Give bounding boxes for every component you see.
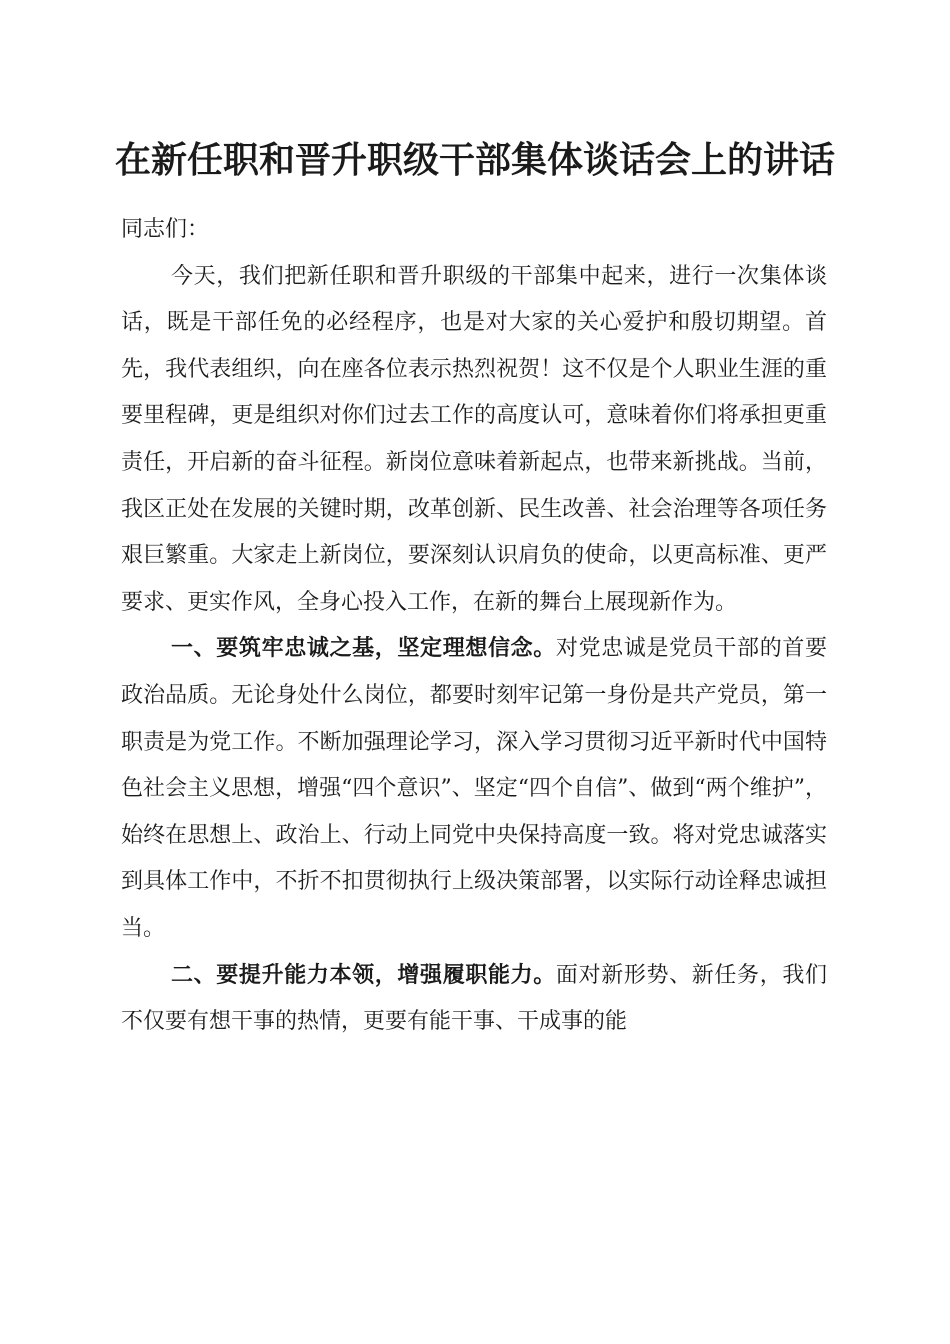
document-body <box>121 207 827 1046</box>
paragraph-section-1 <box>121 626 827 952</box>
section-heading: 二、要提升能力本领，增强履职能力。 <box>171 962 556 988</box>
paragraph-text: 今天，我们把新任职和晋升职级的干部集中起来，进行一次集体谈话，既是干部任免的必经程序，也是对大家的关心爱护和殷切期望。首先，我代表组织，向在座各位表示热烈祝贺！这不仅是个人职业生涯的重要里程碑，更是组织对你们过去工作的高度认可，意味着你们将承担更重责任，开启新的奋斗征程。新岗位意味着新起点，也带来新挑战。当前，我区正处在发展的关键时期，改革创新、民生改善、社会治理等各项任务艰巨繁重。大家走上新岗位，要深刻认识肩负的使命，以更高标准、更严要求、更实作风，全身心投入工作，在新的舞台上展现新作为。 <box>121 263 827 615</box>
paragraph-text: 对党忠诚是党员干部的首要政治品质。无论身处什么岗位，都要时刻牢记第一身份是共产党员，第一职责是为党工作。不断加强理论学习，深入学习贯彻习近平新时代中国特色社会主义思想，增强“四个意识”、坚定“四个自信”、做到“两个维护”，始终在思想上、政治上、行动上同党中央保持高度一致。将对党忠诚落实到具体工作中，不折不扣贯彻执行上级决策部署，以实际行动诠释忠诚担当。 <box>121 636 827 941</box>
paragraph-section-2 <box>121 953 827 1046</box>
paragraph-text: 面对新形势、新任务，我们不仅要有想干事的热情，更要有能干事、干成事的能 <box>121 962 827 1035</box>
document-title: 在新任职和晋升职级干部集体谈话会上的讲话 <box>114 139 835 181</box>
paragraph-intro <box>121 254 827 627</box>
salutation: 同志们： <box>121 217 210 242</box>
section-heading: 一、要筑牢忠诚之基，坚定理想信念。 <box>171 636 556 662</box>
